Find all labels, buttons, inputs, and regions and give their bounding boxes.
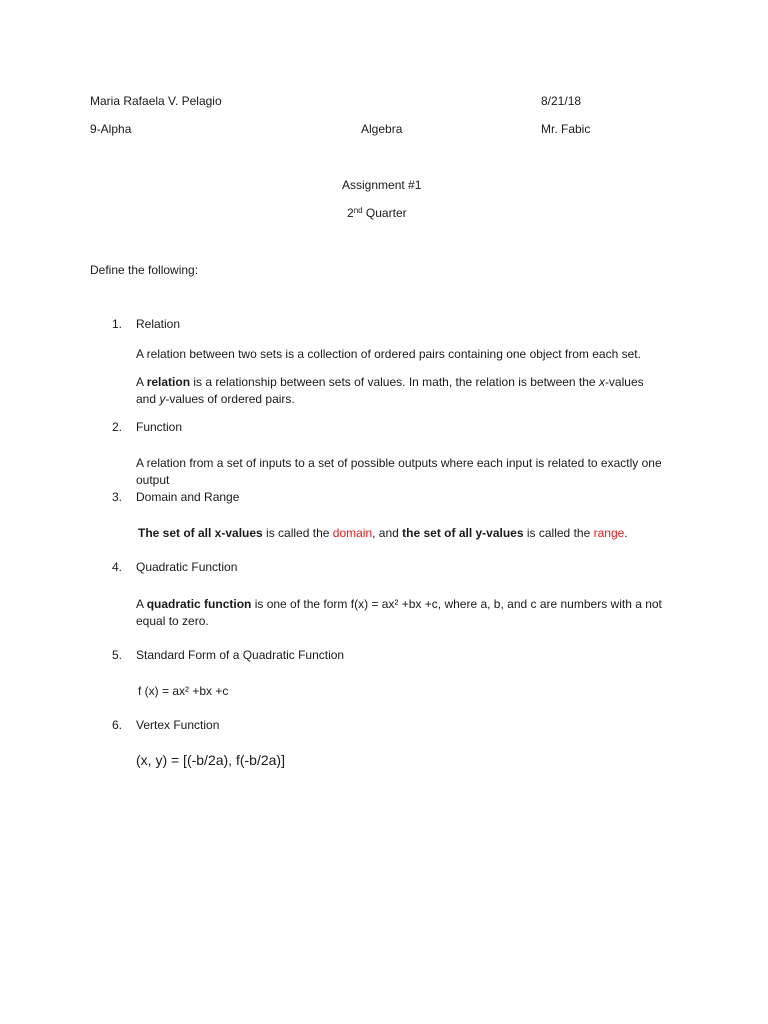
vertex-formula: (x, y) = [(-b/2a), f(-b/2a)]: [136, 752, 285, 768]
item-term-quadratic-function: Quadratic Function: [136, 560, 238, 574]
item-number: 3.: [112, 490, 123, 504]
quarter-word: Quarter: [362, 206, 407, 220]
student-name: Maria Rafaela V. Pelagio: [90, 94, 222, 108]
bold-term: relation: [146, 375, 191, 389]
item-term-domain-range: Domain and Range: [136, 490, 240, 504]
relation-definition-2: A relation is a relationship between sets of values. In math, the relation is between the x-values and y-values of ordered pairs.: [136, 375, 644, 406]
item-term-function: Function: [136, 420, 183, 434]
assignment-title: Assignment #1: [342, 178, 422, 192]
item-term-relation: Relation: [136, 317, 181, 331]
standard-form-formula: f (x) = ax² +bx +c: [138, 684, 229, 698]
bold-phrase: the set of all y-values: [402, 526, 524, 540]
function-definition: A relation from a set of inputs to a set of possible outputs where each input is related to exactly one output: [136, 456, 662, 487]
item-number: 5.: [112, 648, 123, 662]
item-number: 6.: [112, 718, 123, 732]
teacher: Mr. Fabic: [541, 122, 591, 136]
item-number: 1.: [112, 317, 123, 331]
quarter-label: [347, 206, 407, 220]
item-number: 4.: [112, 560, 123, 574]
date: 8/21/18: [541, 94, 582, 108]
relation-definition-1: A relation between two sets is a collection of ordered pairs containing one object from each set.: [136, 347, 641, 361]
quarter-suffix: nd: [353, 206, 363, 215]
bold-phrase: The set of all x-values: [138, 526, 263, 540]
subject: Algebra: [361, 122, 403, 136]
quadratic-function-definition: A quadratic function is one of the form f(x) = ax² +bx +c, where a, b, and c are numbers with a not equal to zero.: [136, 597, 662, 628]
item-term-vertex-function: Vertex Function: [136, 718, 220, 732]
item-term-standard-form: Standard Form of a Quadratic Function: [136, 648, 345, 662]
item-number: 2.: [112, 420, 123, 434]
range-word: range: [593, 526, 625, 540]
section: 9-Alpha: [90, 122, 132, 136]
instructions: Define the following:: [90, 263, 199, 277]
bold-term: quadratic function: [146, 597, 252, 611]
quarter-number: 2: [347, 206, 354, 220]
domain-range-definition: The set of all x-values is called the domain, and the set of all y-values is called the range.: [138, 526, 628, 540]
domain-word: domain: [332, 526, 373, 540]
